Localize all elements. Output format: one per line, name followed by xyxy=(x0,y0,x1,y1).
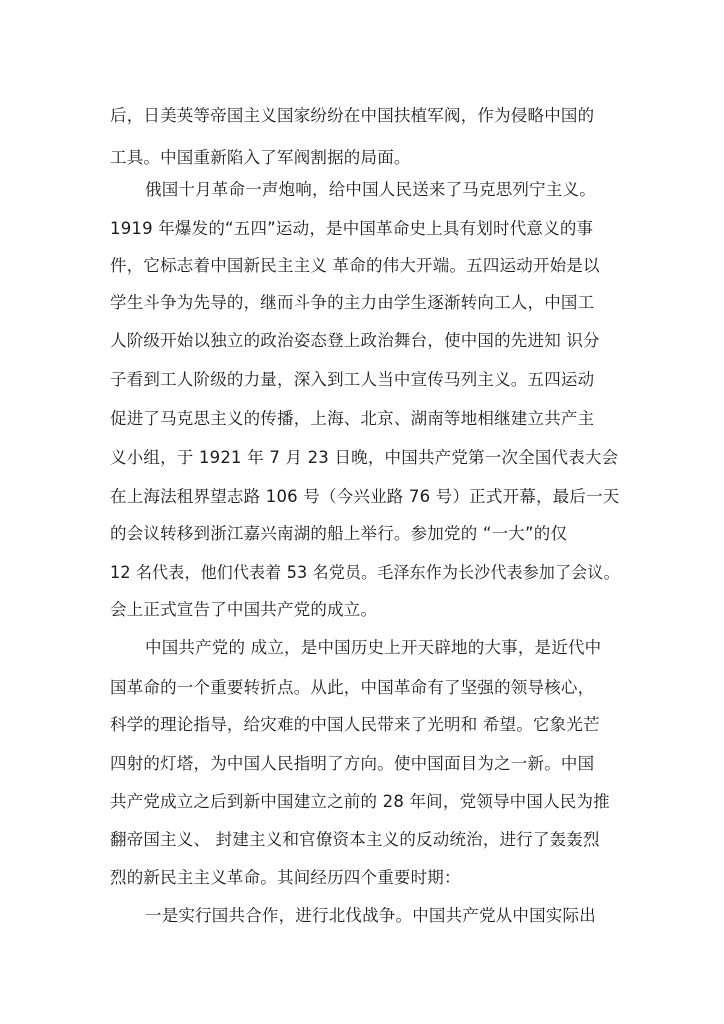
text-line: 俄国十月革命一声炮响，给中国人民送来了马克思列宁主义。 xyxy=(145,180,596,199)
text-line: 促进了马克思主义的传播，上海、北京、湖南等地相继建立共产主 xyxy=(110,409,595,428)
text-line: 共产党成立之后到新中国建立之前的 28 年间，党领导中国人民为推 xyxy=(110,792,610,811)
text-line: 子看到工人阶级的力量，深入到工人当中宣传马列主义。五四运动 xyxy=(110,370,595,389)
text-line: 的会议转移到浙江嘉兴南湖的船上举行。参加党的 “一大”的仅 xyxy=(110,524,568,543)
text-line: 学生斗争为先导的，继而斗争的主力由学生逐渐转向工人，中国工 xyxy=(110,293,595,312)
text-line: 件，它标志着中国新民主主义 革命的伟大开端。五四运动开始是以 xyxy=(110,256,600,275)
text-line: 一是实行国共合作，进行北伐战争。中国共产党从中国实际出 xyxy=(145,906,596,925)
text-line: 翻帝国主义、 封建主义和官僚资本主义的反动统治，进行了轰轰烈 xyxy=(110,830,600,849)
text-line: 人阶级开始以独立的政治姿态登上政治舞台，使中国的先进知 识分 xyxy=(110,331,600,350)
text-line: 在上海法租界望志路 106 号（今兴业路 76 号）正式开幕，最后一天 xyxy=(110,487,620,506)
text-line: 四射的灯塔，为中国人民指明了方向。使中国面目为之一新。中国 xyxy=(110,754,595,773)
text-line: 后，日美英等帝国主义国家纷纷在中国扶植军阀，作为侵略中国的 xyxy=(110,106,595,125)
text-line: 中国共产党的 成立，是中国历史上开天辟地的大事，是近代中 xyxy=(145,638,602,657)
text-line: 烈的新民主主义革命。其间经历四个重要时期： xyxy=(110,868,461,887)
text-line: 科学的理论指导，给灾难的中国人民带来了光明和 希望。它象光芒 xyxy=(110,715,600,734)
text-line: 义小组，于 1921 年 7 月 23 日晚，中国共产党第一次全国代表大会 xyxy=(110,448,619,467)
text-line: 国革命的一个重要转折点。从此，中国革命有了坚强的领导核心， xyxy=(110,678,595,697)
text-line: 工具。中国重新陷入了军阀割据的局面。 xyxy=(110,148,411,167)
text-line: 会上正式宣告了中国共产党的成立。 xyxy=(110,600,378,619)
text-line: 1919 年爆发的“五四”运动，是中国革命史上具有划时代意义的事 xyxy=(110,219,594,238)
text-line: 12 名代表，他们代表着 53 名党员。毛泽东作为长沙代表参加了会议。 xyxy=(110,563,620,582)
